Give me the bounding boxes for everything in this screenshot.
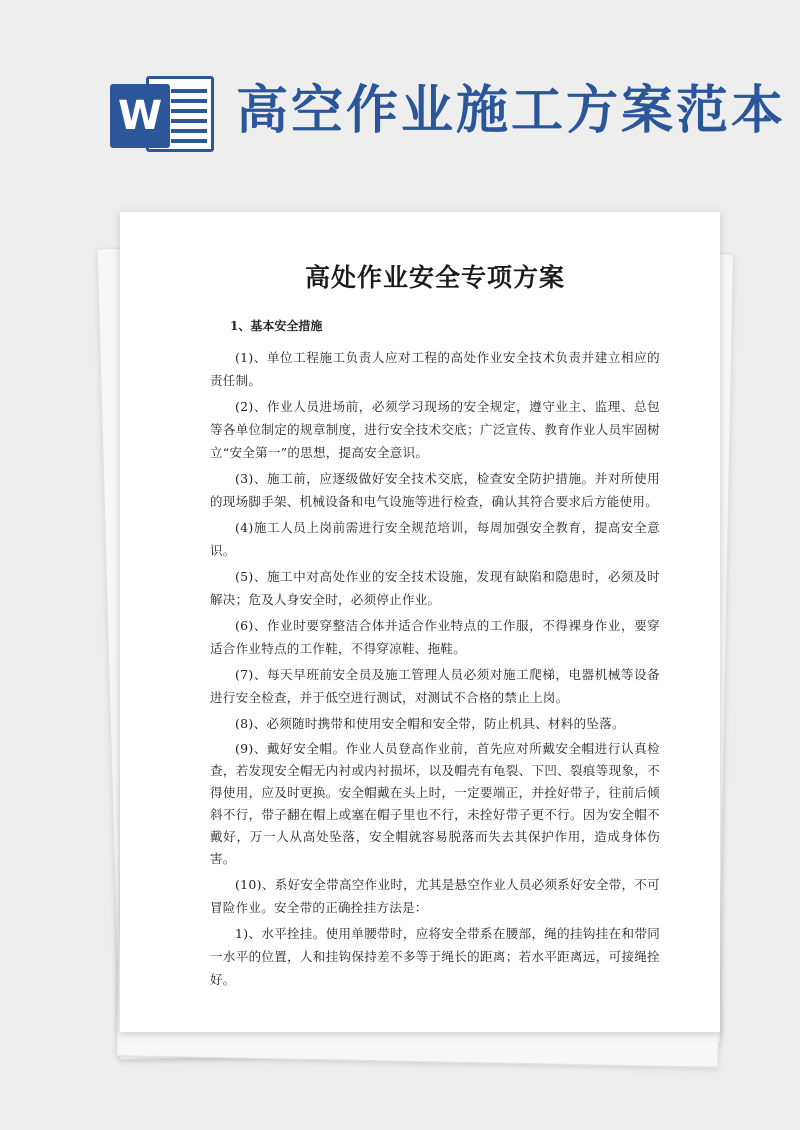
paragraph: (9)、戴好安全帽。作业人员登高作业前，首先应对所戴安全帽进行认真检查，若发现安全帽无内衬或内衬损坏，以及帽壳有龟裂、下凹、裂痕等现象，不得使用，应及时更换。安全帽戴在头上时，一定要端正，并拴好带子，往前后倾斜不行，带子翻在帽上或塞在帽子里也不行，未拴好带子更不行。因为安全帽不戴好，万一人从高处坠落，安全帽就容易脱落而失去其保护作用，造成身体伤害。	[210, 741, 660, 866]
paragraph: (3)、施工前，应逐级做好安全技术交底，检查安全防护措施。并对所使用的现场脚手架、机械设备和电气设施等进行检查，确认其符合要求后方能使用。	[210, 471, 660, 509]
paragraph: (6)、作业时要穿整洁合体并适合作业特点的工作服，不得裸身作业，要穿适合作业特点的工作鞋，不得穿凉鞋、拖鞋。	[210, 618, 660, 656]
paragraph: (7)、每天早班前安全员及施工管理人员必须对施工爬梯，电器机械等设备进行安全检查，并于低空进行测试，对测试不合格的禁止上岗。	[210, 667, 660, 705]
paragraph: (5)、施工中对高处作业的安全技术设施，发现有缺陷和隐患时，必须及时解决；危及人身安全时，必须停止作业。	[210, 569, 660, 607]
banner	[0, 0, 800, 200]
word-document-icon	[110, 68, 216, 156]
section-heading: 1、基本安全措施	[230, 319, 323, 333]
document-title: 高处作业安全专项方案	[304, 263, 565, 292]
banner-title: 高空作业施工方案范本	[236, 80, 787, 141]
word-logo-tile: W	[110, 84, 170, 148]
paragraph: (2)、作业人员进场前，必须学习现场的安全规定，遵守业主、监理、总包等各单位制定的规章制度，进行安全技术交底；广泛宣传、教育作业人员牢固树立“安全第一”的思想，提高安全意识。	[210, 399, 660, 460]
paragraph: 1)、水平拴挂。使用单腰带时，应将安全带系在腰部，绳的挂钩挂在和带同一水平的位置，人和挂钩保持差不多等于绳长的距离；若水平距离远，可接绳拴好。	[210, 926, 660, 987]
paragraph: (10)、系好安全带高空作业时，尤其是悬空作业人员必须系好安全带，不可冒险作业。安全带的正确拴挂方法是：	[210, 877, 660, 915]
paragraph: (4)施工人员上岗前需进行安全规范培训，每周加强安全教育，提高安全意识。	[210, 520, 660, 558]
document-page	[120, 212, 720, 1032]
paragraph: (1)、单位工程施工负责人应对工程的高处作业安全技术负责并建立相应的责任制。	[210, 350, 660, 388]
paragraph: (8)、必须随时携带和使用安全帽和安全带，防止机具、材料的坠落。	[235, 716, 625, 731]
